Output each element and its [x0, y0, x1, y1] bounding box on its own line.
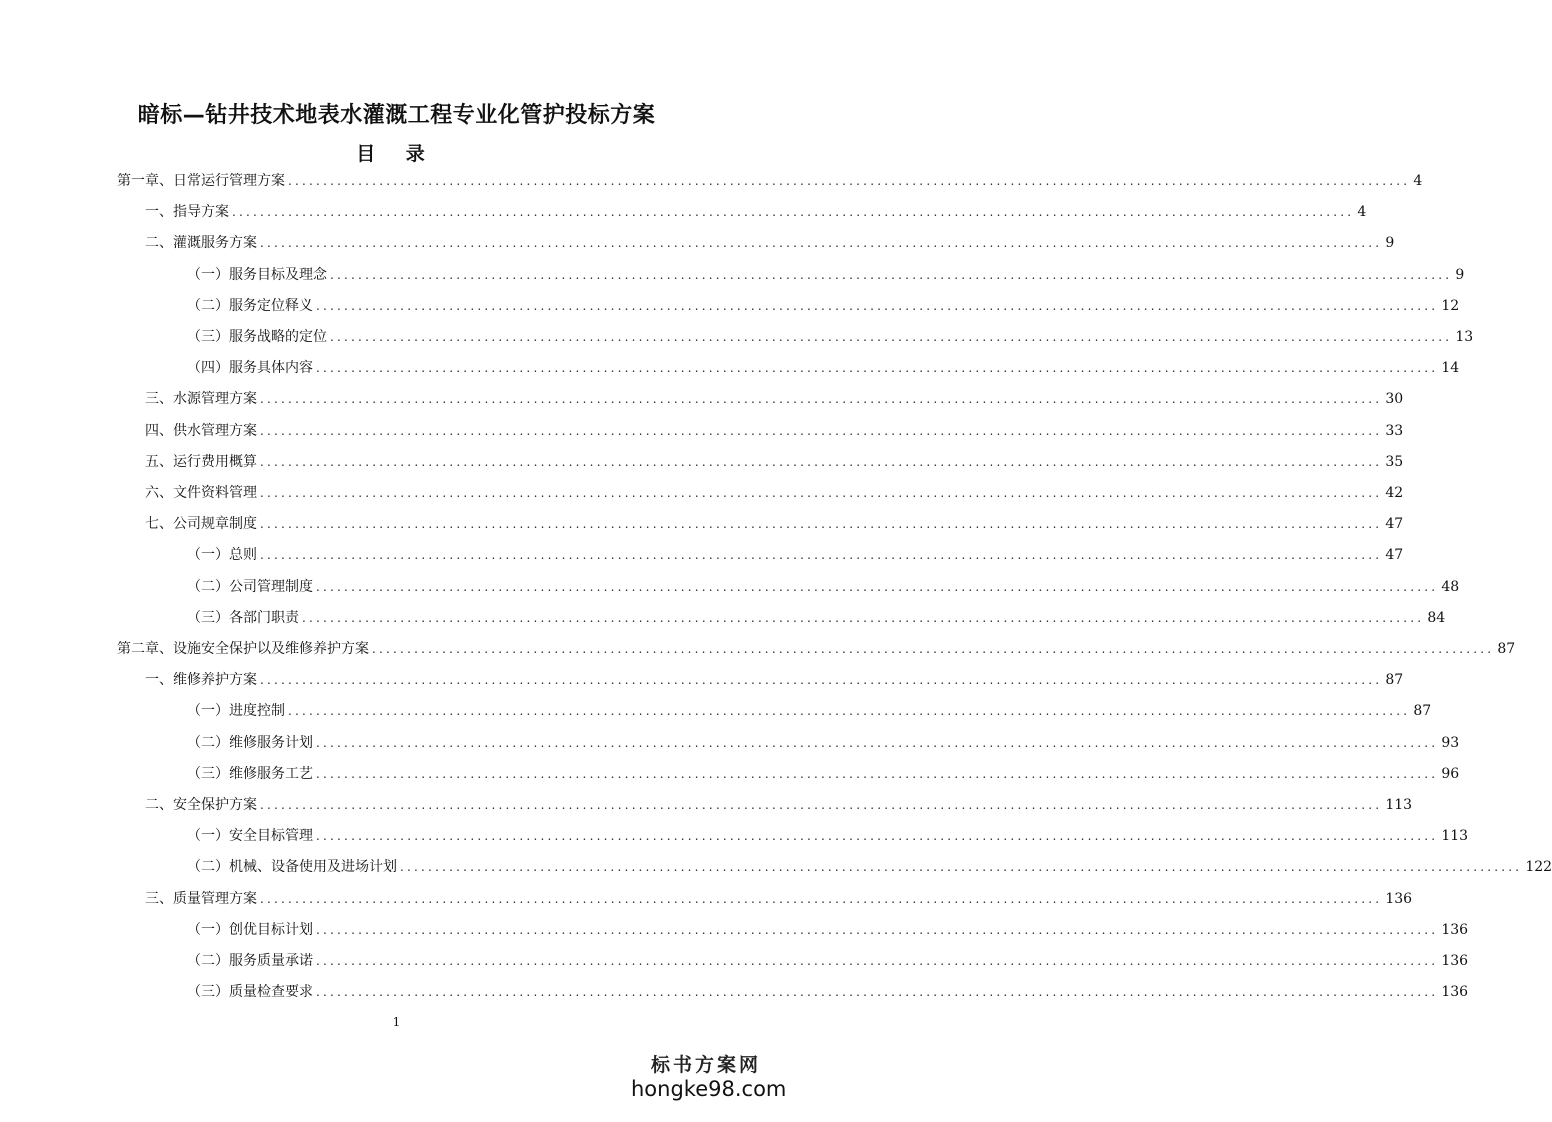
toc-entry-page: 113: [1385, 797, 1413, 813]
toc-entry[interactable]: [145, 884, 1413, 908]
toc-leader-dots: ................................................................................................................................................................: [260, 486, 1383, 500]
toc-entry[interactable]: [145, 509, 1404, 533]
toc-entry[interactable]: [187, 821, 1469, 845]
toc-entry[interactable]: [187, 353, 1460, 377]
toc-leader-dots: ................................................................................................................................................................: [316, 298, 1439, 313]
toc-entry-page: 47: [1385, 547, 1404, 564]
toc-entry-label: 五、运行费用概算: [145, 453, 257, 470]
toc-entry[interactable]: [145, 416, 1404, 440]
toc-entry-page: 84: [1427, 609, 1446, 626]
toc-entry-label: （二）维修服务计划: [187, 734, 313, 751]
toc-entry-page: 136: [1441, 921, 1469, 938]
toc-entry-page: 12: [1441, 297, 1460, 314]
toc-entry-page: 14: [1441, 360, 1460, 377]
toc-entry[interactable]: [187, 260, 1465, 284]
toc-leader-dots: ................................................................................................................................................................: [316, 954, 1439, 968]
toc-leader-dots: ................................................................................................................................................................: [316, 579, 1439, 594]
toc-entry-label: （四）服务具体内容: [187, 360, 313, 377]
document-title: 暗标—钻井技术地表水灌溉工程专业化管护投标方案: [137, 103, 656, 128]
toc-entry-page: 9: [1455, 266, 1465, 283]
toc-entry[interactable]: [145, 447, 1404, 471]
toc-entry-page: 47: [1385, 516, 1404, 533]
toc-entry[interactable]: [187, 977, 1469, 1001]
toc-leader-dots: ................................................................................................................................................................: [316, 829, 1439, 844]
toc-entry-label: 第一章、日常运行管理方案: [117, 173, 285, 189]
toc-entry-page: 87: [1385, 672, 1404, 689]
toc-leader-dots: ................................................................................................................................................................: [260, 798, 1383, 812]
toc-entry-page: 93: [1441, 734, 1460, 751]
toc-entry[interactable]: [187, 915, 1469, 939]
toc-entry[interactable]: [187, 322, 1474, 346]
toc-entry-page: 96: [1441, 765, 1460, 782]
toc-entry[interactable]: [145, 197, 1367, 221]
toc-leader-dots: ................................................................................................................................................................: [260, 548, 1383, 563]
toc-entry-label: 一、维修养护方案: [145, 672, 257, 689]
toc-entry-label: （二）服务质量承诺: [187, 953, 313, 969]
toc-entry[interactable]: [187, 946, 1469, 970]
toc-entry-page: 48: [1441, 578, 1460, 595]
toc-entry-label: 第二章、设施安全保护以及维修养护方案: [117, 641, 369, 657]
toc-entry-label: （一）总则: [187, 547, 257, 564]
toc-entry-page: 30: [1385, 391, 1404, 408]
toc-entry-label: 三、水源管理方案: [145, 391, 257, 408]
toc-leader-dots: ................................................................................................................................................................: [316, 735, 1439, 750]
toc-leader-dots: ................................................................................................................................................................: [316, 922, 1439, 937]
toc-leader-dots: ................................................................................................................................................................: [372, 642, 1495, 656]
toc-entry-label: （一）进度控制: [187, 703, 285, 720]
toc-entry-page: 113: [1441, 828, 1469, 845]
toc-entry-label: （三）维修服务工艺: [187, 765, 313, 782]
toc-entry-label: （三）各部门职责: [187, 609, 299, 626]
toc-entry-label: 四、供水管理方案: [145, 422, 257, 439]
toc-entry-page: 136: [1385, 890, 1413, 907]
toc-entry[interactable]: [187, 696, 1432, 720]
toc-entry-page: 13: [1455, 329, 1474, 345]
toc-entry[interactable]: [187, 572, 1460, 596]
toc-entry-label: （一）安全目标管理: [187, 828, 313, 845]
toc-leader-dots: ................................................................................................................................................................: [260, 236, 1383, 251]
toc-entry-label: （二）机械、设备使用及进场计划: [187, 859, 397, 876]
toc-entry-page: 35: [1385, 453, 1404, 470]
toc-entry[interactable]: [187, 291, 1460, 315]
toc-entry[interactable]: [145, 790, 1413, 814]
toc-entry[interactable]: [145, 665, 1404, 689]
toc-entry-label: （三）质量检查要求: [187, 984, 313, 1001]
toc-entry-page: 4: [1413, 173, 1423, 189]
toc-entry-page: 42: [1385, 485, 1404, 501]
toc-entry[interactable]: [187, 540, 1404, 564]
toc-entry[interactable]: [145, 228, 1395, 252]
toc-entry-label: （三）服务战略的定位: [187, 329, 327, 345]
toc-entry-label: 二、安全保护方案: [145, 797, 257, 813]
toc-leader-dots: ................................................................................................................................................................: [288, 174, 1411, 188]
toc-leader-dots: ................................................................................................................................................................: [232, 205, 1355, 220]
toc-entry-label: （二）公司管理制度: [187, 578, 313, 595]
toc-entry-page: 9: [1385, 235, 1395, 252]
toc-entry-label: （一）创优目标计划: [187, 921, 313, 938]
toc-entry-label: 一、指导方案: [145, 204, 229, 221]
toc-entry[interactable]: [145, 384, 1404, 408]
toc-leader-dots: ................................................................................................................................................................: [260, 392, 1383, 407]
toc-entry-page: 33: [1385, 422, 1404, 439]
toc-entry[interactable]: [145, 478, 1404, 502]
toc-leader-dots: ................................................................................................................................................................: [400, 860, 1523, 875]
toc-entry-label: （一）服务目标及理念: [187, 266, 327, 283]
toc-leader-dots: ................................................................................................................................................................: [302, 610, 1425, 625]
toc-entry-page: 87: [1413, 703, 1432, 720]
toc-leader-dots: ................................................................................................................................................................: [316, 766, 1439, 781]
toc-entry-page: 136: [1441, 953, 1469, 969]
toc-entry-label: 七、公司规章制度: [145, 516, 257, 533]
page-number: 1: [392, 1015, 401, 1029]
toc-heading: 目 录: [356, 143, 437, 165]
toc-leader-dots: ................................................................................................................................................................: [260, 517, 1383, 532]
toc-leader-dots: ................................................................................................................................................................: [288, 704, 1411, 719]
toc-entry[interactable]: [187, 852, 1552, 876]
toc-leader-dots: ................................................................................................................................................................: [330, 330, 1453, 344]
toc-leader-dots: ................................................................................................................................................................: [330, 267, 1453, 282]
toc-leader-dots: ................................................................................................................................................................: [260, 673, 1383, 688]
toc-entry-page: 87: [1497, 641, 1516, 657]
toc-leader-dots: ................................................................................................................................................................: [316, 361, 1439, 376]
toc-leader-dots: ................................................................................................................................................................: [316, 985, 1439, 1000]
toc-entry[interactable]: [117, 166, 1423, 190]
toc-entry-label: 二、灌溉服务方案: [145, 235, 257, 252]
toc-leader-dots: ................................................................................................................................................................: [260, 423, 1383, 438]
toc-leader-dots: ................................................................................................................................................................: [260, 454, 1383, 469]
toc-entry-label: 六、文件资料管理: [145, 485, 257, 501]
toc-leader-dots: ................................................................................................................................................................: [260, 891, 1383, 906]
site-watermark: [631, 1054, 787, 1102]
toc-entry-label: 三、质量管理方案: [145, 890, 257, 907]
watermark-chinese-text: 标书方案网: [650, 1054, 761, 1076]
toc-entry-page: 122: [1525, 859, 1552, 876]
toc-entry[interactable]: [187, 759, 1460, 783]
watermark-url-text: hongke98.com: [631, 1077, 787, 1101]
toc-entry[interactable]: [187, 603, 1446, 627]
toc-entry[interactable]: [117, 634, 1516, 658]
toc-entry-page: 4: [1357, 204, 1367, 221]
toc-entry-label: （二）服务定位释义: [187, 297, 313, 314]
toc-entry[interactable]: [187, 728, 1460, 752]
toc-entry-page: 136: [1441, 984, 1469, 1001]
